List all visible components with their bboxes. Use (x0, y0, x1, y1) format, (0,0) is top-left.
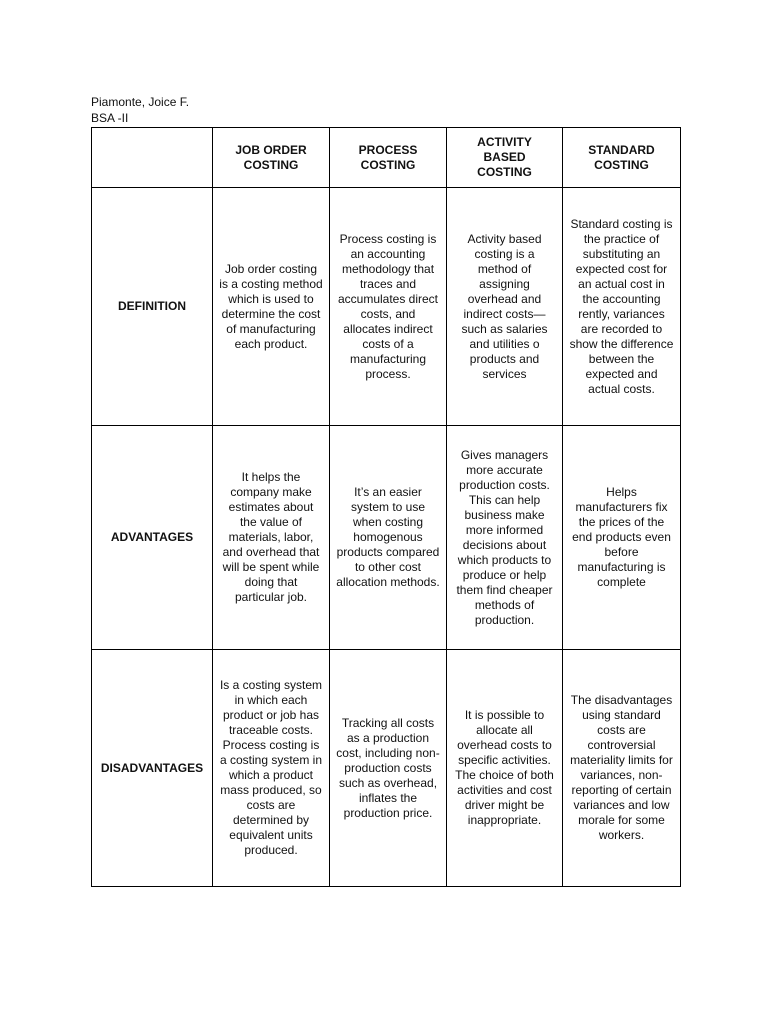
column-header-job-order: JOB ORDER COSTING (213, 128, 330, 188)
table-cell: Tracking all costs as a production cost, including non-production costs such as overhead, inflates the production price. (330, 650, 447, 887)
table-row (92, 426, 681, 650)
table-row (92, 650, 681, 887)
table-cell: The disadvantages using standard costs are controversial materiality limits for variances, non-reporting of certain variances and low morale for some workers. (563, 650, 681, 887)
column-header-activity-based: ACTIVITY BASED COSTING (447, 128, 563, 188)
row-header-definition: DEFINITION (92, 188, 213, 426)
row-header-advantages: ADVANTAGES (92, 426, 213, 650)
column-header-standard: STANDARD COSTING (563, 128, 681, 188)
table-cell: Is a costing system in which each product or job has traceable costs. Process costing is a costing system in which a product mass produced, so costs are determined by equivalent units produced. (213, 650, 330, 887)
table-cell: It’s an easier system to use when costing homogenous products compared to other cost allocation methods. (330, 426, 447, 650)
table-cell: Job order costing is a costing method which is used to determine the cost of manufacturing each product. (213, 188, 330, 426)
header-row (92, 128, 681, 188)
column-header-process: PROCESS COSTING (330, 128, 447, 188)
table-row (92, 188, 681, 426)
costing-comparison-table (91, 127, 681, 887)
table-cell: Standard costing is the practice of substituting an expected cost for an actual cost in the accounting rently, variances are recorded to show the difference between the expected and actual costs. (563, 188, 681, 426)
table-cell: It helps the company make estimates about the value of materials, labor, and overhead that will be spent while doing that particular job. (213, 426, 330, 650)
row-header-disadvantages: DISADVANTAGES (92, 650, 213, 887)
student-name: Piamonte, Joice F. (91, 95, 190, 109)
table-cell: Activity based costing is a method of assigning overhead and indirect costs— such as salaries and utilities o products and services (447, 188, 563, 426)
table-cell: Process costing is an accounting methodology that traces and accumulates direct costs, and allocates indirect costs of a manufacturing process. (330, 188, 447, 426)
table-cell: It is possible to allocate all overhead costs to specific activities. The choice of both activities and cost driver might be inappropriate. (447, 650, 563, 887)
corner-cell (92, 128, 213, 188)
table-cell: Helps manufacturers fix the prices of the end products even before manufacturing is complete (563, 426, 681, 650)
table-cell: Gives managers more accurate production costs. This can help business make more informed decisions about which products to produce or help them find cheaper methods of production. (447, 426, 563, 650)
student-course: BSA -II (91, 111, 129, 125)
